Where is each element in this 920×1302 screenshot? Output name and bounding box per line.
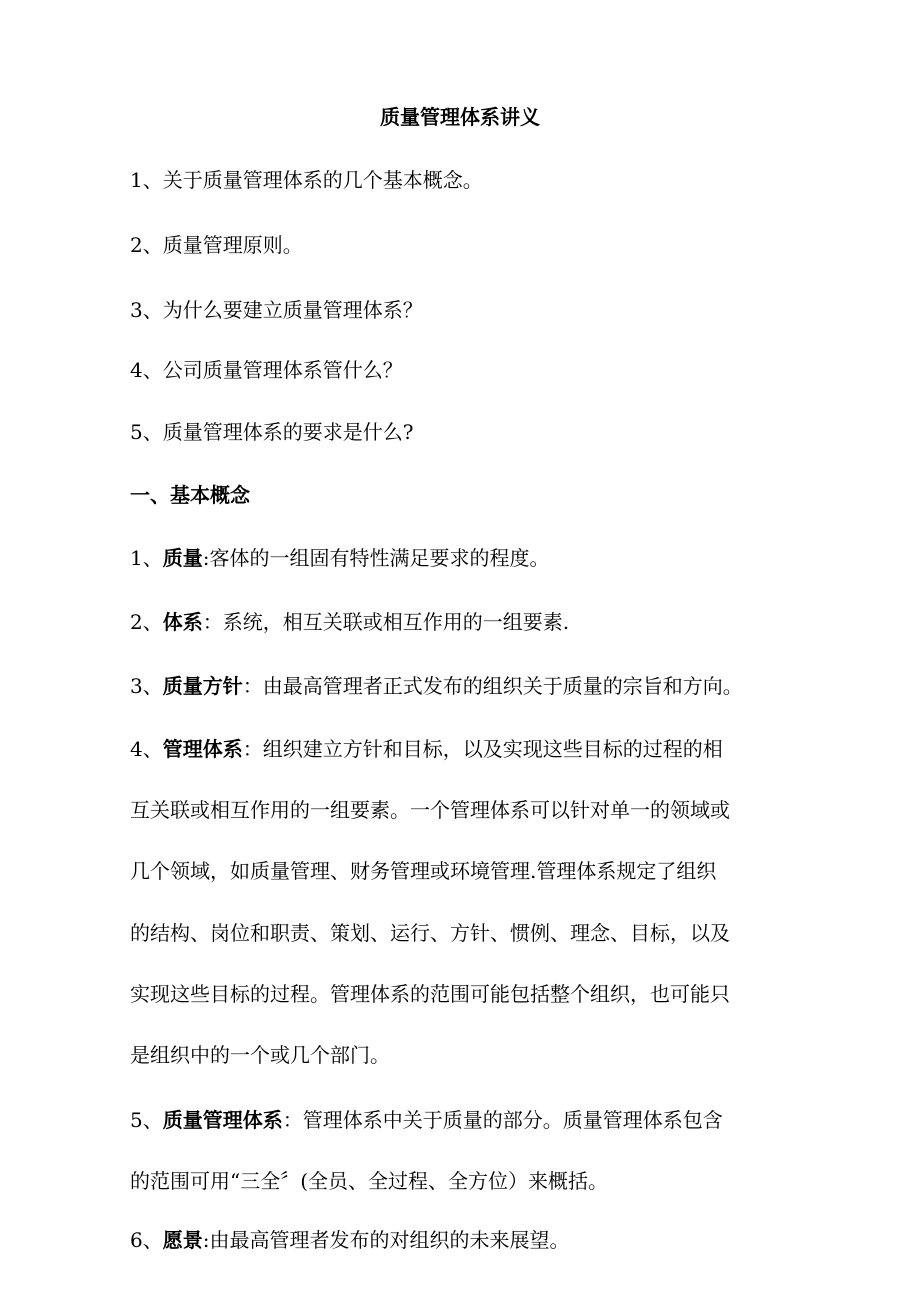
definition-term: 质量管理体系 bbox=[162, 1108, 283, 1132]
outline-item: 1、关于质量管理体系的几个基本概念。 bbox=[130, 168, 483, 192]
definition-text-line: 互关联或相互作用的一组要素。一个管理体系可以针对单一的领域或 bbox=[130, 798, 730, 822]
definition-number: 6、 bbox=[130, 1228, 163, 1252]
definition-term: 质量方针 bbox=[162, 674, 243, 698]
definition-number: 3、 bbox=[130, 674, 163, 698]
outline-item: 4、公司质量管理体系管什么？ bbox=[130, 358, 403, 382]
definition-number: 4、 bbox=[130, 737, 163, 761]
definition-text-line: 的结构、岗位和职责、策划、运行、方针、惯例、理念、目标，以及 bbox=[130, 921, 730, 945]
outline-item: 2、质量管理原则。 bbox=[130, 233, 303, 257]
document-title: 质量管理体系讲义 bbox=[380, 105, 540, 129]
definition-text: ：管理体系中关于质量的部分。质量管理体系包含 bbox=[282, 1108, 723, 1132]
definition-1 bbox=[130, 546, 549, 570]
definition-number: 2、 bbox=[130, 610, 163, 634]
definition-text-line: 是组织中的一个或几个部门。 bbox=[130, 1043, 390, 1067]
definition-number: 5、 bbox=[130, 1108, 163, 1132]
definition-text-line: 的范围可用“三全〞(全员、全过程、全方位）来概括。 bbox=[130, 1169, 609, 1193]
definition-6 bbox=[130, 1228, 569, 1252]
definition-term: 愿景 bbox=[162, 1228, 203, 1252]
definition-3 bbox=[130, 674, 743, 698]
definition-text: ：系统，相互关联或相互作用的一组要素. bbox=[202, 610, 570, 634]
definition-text: ：由最高管理者正式发布的组织关于质量的宗旨和方向。 bbox=[242, 674, 743, 698]
outline-item: 5、质量管理体系的要求是什么? bbox=[130, 420, 414, 444]
definition-5 bbox=[130, 1108, 723, 1132]
definition-number: 1、 bbox=[130, 546, 163, 570]
definition-2 bbox=[130, 610, 569, 634]
definition-text-line: 几个领域，如质量管理、财务管理或环境管理.管理体系规定了组织 bbox=[130, 859, 717, 883]
outline-item: 3、为什么要建立质量管理体系？ bbox=[130, 298, 423, 322]
definition-4 bbox=[130, 737, 723, 761]
definition-text-line: 实现这些目标的过程。管理体系的范围可能包括整个组织，也可能只 bbox=[130, 982, 730, 1006]
definition-term: 管理体系 bbox=[162, 737, 243, 761]
definition-text: :由最高管理者发布的对组织的未来展望。 bbox=[202, 1228, 570, 1252]
definition-term: 体系 bbox=[162, 610, 203, 634]
definition-text: :客体的一组固有特性满足要求的程度。 bbox=[202, 546, 550, 570]
section-heading: 一、基本概念 bbox=[130, 483, 250, 507]
definition-term: 质量 bbox=[162, 546, 203, 570]
definition-text: ：组织建立方针和目标，以及实现这些目标的过程的相 bbox=[242, 737, 723, 761]
